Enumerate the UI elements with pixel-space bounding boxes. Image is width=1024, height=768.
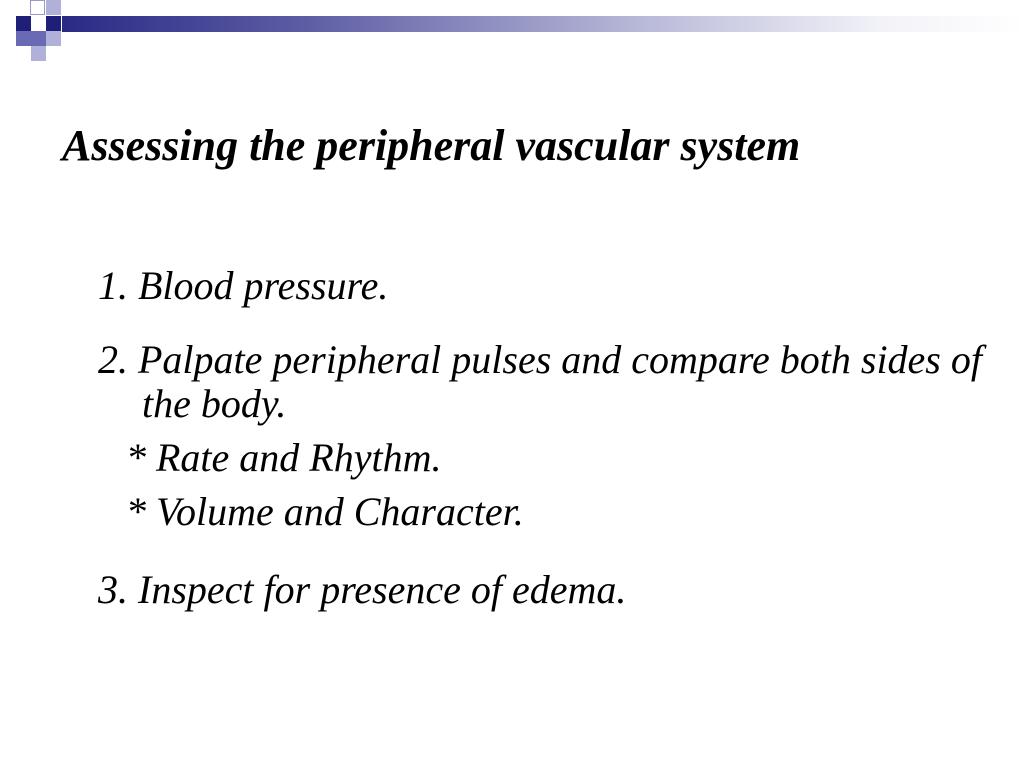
list-item: 2. Palpate peripheral pulses and compare both sides of the body. — [98, 337, 982, 426]
header-square — [46, 16, 61, 31]
header-square — [31, 46, 46, 61]
header-square — [16, 16, 31, 31]
header-square — [30, 0, 45, 15]
header-square — [46, 0, 61, 15]
header-square — [46, 31, 61, 46]
list-item: 3. Inspect for presence of edema. — [98, 567, 627, 612]
slide-title: Assessing the peripheral vascular system — [62, 121, 801, 170]
header-gradient-bar — [62, 16, 1024, 32]
slide-content — [98, 264, 998, 612]
list-item: 1. Blood pressure. — [98, 263, 389, 308]
header-square — [16, 31, 31, 46]
sub-list-item: * Rate and Rhythm. — [126, 435, 442, 480]
sub-list-item: * Volume and Character. — [126, 489, 524, 534]
header-square — [31, 31, 46, 46]
